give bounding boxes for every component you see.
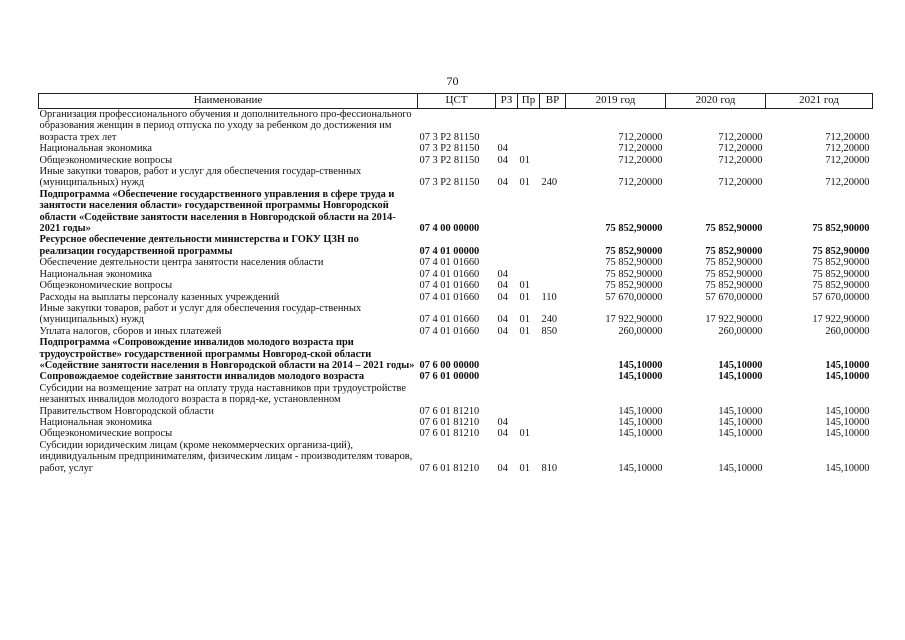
- table-header-row: [39, 94, 873, 109]
- cell-rz: [496, 383, 518, 417]
- cell-cst: 07 4 01 00000: [419, 245, 480, 257]
- cell-y2021: 75 852,90000: [812, 245, 870, 257]
- cell-name: Ресурсное обеспечение деятельности министерства и ГОКУ ЦЗН по реализации государственной программы: [39, 234, 359, 257]
- cell-y2021: 17 922,90000: [812, 314, 870, 326]
- cell-y2019: 75 852,90000: [605, 280, 663, 292]
- cell-y2020: 712,20000: [718, 177, 763, 189]
- cell-cst: 07 3 P2 81150: [419, 143, 480, 155]
- cell-pr: [518, 417, 540, 428]
- table-row: [39, 428, 873, 439]
- cell-rz: 04: [497, 280, 508, 292]
- cell-cst: 07 4 00 00000: [419, 223, 480, 235]
- cell-cst: 07 6 01 81210: [419, 405, 480, 417]
- budget-table: [38, 93, 873, 474]
- table-row: [39, 417, 873, 428]
- table-row: [39, 189, 873, 235]
- cell-name: Расходы на выплаты персоналу казенных учреждений: [39, 291, 280, 303]
- cell-name: Иные закупки товаров, работ и услуг для обеспечения государ-ственных (муниципальных) нужд: [39, 302, 362, 326]
- cell-rz: [496, 257, 518, 268]
- cell-y2021: 712,20000: [825, 177, 870, 189]
- cell-cst: 07 4 01 01660: [419, 314, 480, 326]
- table-row: [39, 326, 873, 337]
- cell-y2020: 712,20000: [718, 154, 763, 166]
- cell-rz: 04: [497, 325, 508, 337]
- cell-rz: [496, 189, 518, 235]
- cell-pr: 01: [519, 428, 530, 440]
- cell-name: Общеэкономические вопросы: [39, 428, 173, 440]
- cell-vr: 240: [541, 177, 558, 189]
- cell-pr: [518, 109, 540, 144]
- cell-y2021: 57 670,00000: [812, 291, 870, 303]
- cell-y2019: 712,20000: [618, 131, 663, 143]
- cell-y2020: 145,10000: [718, 428, 763, 440]
- cell-rz: 04: [497, 291, 508, 303]
- cell-name: Подпрограмма «Сопровождение инвалидов молодого возраста при трудоустройстве» государственной программы Новгород-ской области «Содействие занятости населения в Новгородской области на 2014 – 2021 годы»: [39, 337, 415, 371]
- cell-vr: [540, 155, 566, 166]
- cell-y2019: 57 670,00000: [605, 291, 663, 303]
- cell-y2020: 75 852,90000: [705, 223, 763, 235]
- cell-y2020: 75 852,90000: [705, 280, 763, 292]
- cell-name: Общеэкономические вопросы: [39, 154, 173, 166]
- cell-y2020: 17 922,90000: [705, 314, 763, 326]
- cell-y2019: 17 922,90000: [605, 314, 663, 326]
- cell-rz: [496, 109, 518, 144]
- cell-vr: [540, 383, 566, 417]
- cell-vr: [540, 337, 566, 371]
- cell-y2021: 145,10000: [825, 405, 870, 417]
- cell-y2020: 145,10000: [718, 416, 763, 428]
- cell-name: Подпрограмма «Обеспечение государственного управления в сфере труда и занятости населения области» государственной программы Новгородской области «Содействие занятости населения в Новгородской области на 2014-2021 годы»: [39, 188, 396, 235]
- cell-vr: 810: [541, 462, 558, 474]
- cell-y2020: 145,10000: [718, 371, 763, 383]
- table-row: [39, 155, 873, 166]
- cell-cst: 07 4 01 01660: [419, 291, 480, 303]
- table-row: [39, 166, 873, 189]
- cell-name: Обеспечение деятельности центра занятости населения области: [39, 257, 324, 269]
- cell-name: Иные закупки товаров, работ и услуг для обеспечения государ-ственных (муниципальных) нужд: [39, 166, 362, 189]
- cell-y2021: 712,20000: [825, 154, 870, 166]
- cell-pr: [518, 257, 540, 268]
- cell-y2021: 145,10000: [825, 416, 870, 428]
- cell-y2021: 75 852,90000: [812, 257, 870, 269]
- cell-vr: [540, 280, 566, 291]
- cell-vr: [540, 143, 566, 154]
- header-pr: Пр: [518, 94, 540, 109]
- cell-y2019: 712,20000: [618, 143, 663, 155]
- cell-y2020: 57 670,00000: [705, 291, 763, 303]
- cell-name: Национальная экономика: [39, 143, 153, 155]
- cell-pr: [518, 383, 540, 417]
- cell-cst: 07 3 P2 81150: [419, 131, 480, 143]
- cell-cst: 07 4 01 01660: [419, 325, 480, 337]
- table-row: [39, 383, 873, 417]
- cell-y2020: 260,00000: [718, 325, 763, 337]
- cell-y2021: 145,10000: [825, 428, 870, 440]
- cell-y2021: 260,00000: [825, 325, 870, 337]
- table-row: [39, 337, 873, 371]
- cell-rz: 04: [497, 154, 508, 166]
- cell-y2019: 712,20000: [618, 154, 663, 166]
- cell-name: Организация профессионального обучения и дополнительного про-фессионального образования женщин в период отпуска по уходу за ребенком до достижения им возраста трех лет: [39, 109, 412, 143]
- page-number: 70: [446, 74, 459, 88]
- cell-vr: 240: [541, 314, 558, 326]
- cell-name: Национальная экономика: [39, 268, 153, 280]
- cell-vr: 850: [541, 325, 558, 337]
- table-row: [39, 303, 873, 326]
- cell-rz: 04: [497, 143, 508, 155]
- cell-y2019: 75 852,90000: [605, 223, 663, 235]
- cell-vr: [540, 109, 566, 144]
- cell-pr: 01: [519, 291, 530, 303]
- cell-y2021: 75 852,90000: [812, 268, 870, 280]
- cell-y2020: 712,20000: [718, 131, 763, 143]
- cell-vr: 110: [541, 291, 557, 303]
- cell-rz: 04: [497, 314, 508, 326]
- cell-cst: 07 4 01 01660: [419, 280, 480, 292]
- cell-y2019: 712,20000: [618, 177, 663, 189]
- cell-pr: 01: [519, 314, 530, 326]
- cell-vr: [540, 234, 566, 257]
- cell-vr: [540, 269, 566, 280]
- cell-rz: 04: [497, 268, 508, 280]
- cell-vr: [540, 189, 566, 235]
- cell-y2019: 145,10000: [618, 462, 663, 474]
- cell-y2019: 75 852,90000: [605, 268, 663, 280]
- cell-pr: [518, 269, 540, 280]
- cell-y2019: 145,10000: [618, 405, 663, 417]
- cell-cst: 07 6 01 81210: [419, 462, 480, 474]
- cell-y2019: 145,10000: [618, 428, 663, 440]
- table-row: [39, 143, 873, 154]
- cell-y2020: 145,10000: [718, 405, 763, 417]
- cell-pr: [518, 371, 540, 382]
- cell-y2020: 75 852,90000: [705, 268, 763, 280]
- cell-cst: 07 6 01 00000: [419, 371, 480, 383]
- cell-y2019: 145,10000: [618, 416, 663, 428]
- cell-cst: 07 4 01 01660: [419, 268, 480, 280]
- cell-vr: [540, 257, 566, 268]
- cell-y2019: 75 852,90000: [605, 257, 663, 269]
- cell-name: Национальная экономика: [39, 416, 153, 428]
- cell-y2020: 75 852,90000: [705, 245, 763, 257]
- cell-y2020: 145,10000: [718, 359, 763, 371]
- cell-rz: 04: [497, 462, 508, 474]
- cell-y2021: 145,10000: [825, 371, 870, 383]
- cell-rz: 04: [497, 177, 508, 189]
- header-2019: 2019 год: [566, 94, 666, 109]
- table-row: [39, 269, 873, 280]
- cell-pr: [518, 189, 540, 235]
- header-rz: РЗ: [496, 94, 518, 109]
- cell-y2019: 260,00000: [618, 325, 663, 337]
- cell-y2019: 145,10000: [618, 371, 663, 383]
- header-cst: ЦСТ: [418, 94, 496, 109]
- cell-cst: 07 6 01 81210: [419, 428, 480, 440]
- cell-rz: [496, 234, 518, 257]
- cell-vr: [540, 428, 566, 439]
- header-name: Наименование: [39, 94, 418, 109]
- table-row: [39, 292, 873, 303]
- cell-pr: 01: [519, 177, 530, 189]
- cell-vr: [540, 417, 566, 428]
- table-row: [39, 371, 873, 382]
- cell-vr: [540, 371, 566, 382]
- cell-y2019: 75 852,90000: [605, 245, 663, 257]
- table-row: [39, 440, 873, 474]
- cell-y2021: 145,10000: [825, 462, 870, 474]
- cell-pr: 01: [519, 154, 530, 166]
- header-2021: 2021 год: [766, 94, 873, 109]
- cell-y2021: 75 852,90000: [812, 223, 870, 235]
- cell-y2020: 145,10000: [718, 462, 763, 474]
- table-row: [39, 280, 873, 291]
- cell-name: Общеэкономические вопросы: [39, 280, 173, 292]
- cell-y2021: 75 852,90000: [812, 280, 870, 292]
- table-body: [39, 109, 873, 475]
- cell-cst: 07 3 P2 81150: [419, 154, 480, 166]
- cell-y2019: 145,10000: [618, 359, 663, 371]
- table-row: [39, 109, 873, 144]
- cell-cst: 07 6 01 81210: [419, 416, 480, 428]
- header-vr: ВР: [540, 94, 566, 109]
- cell-pr: [518, 337, 540, 371]
- cell-name: Сопровождаемое содействие занятости инвалидов молодого возраста: [39, 371, 365, 383]
- cell-pr: 01: [519, 462, 530, 474]
- cell-cst: 07 4 01 01660: [419, 257, 480, 269]
- cell-y2021: 712,20000: [825, 143, 870, 155]
- table-row: [39, 257, 873, 268]
- cell-cst: 07 6 00 00000: [419, 359, 480, 371]
- cell-pr: 01: [519, 280, 530, 292]
- cell-name: Уплата налогов, сборов и иных платежей: [39, 325, 222, 337]
- cell-pr: [518, 234, 540, 257]
- cell-y2020: 712,20000: [718, 143, 763, 155]
- cell-pr: [518, 143, 540, 154]
- cell-y2020: 75 852,90000: [705, 257, 763, 269]
- cell-rz: 04: [497, 428, 508, 440]
- table-row: [39, 234, 873, 257]
- cell-rz: [496, 337, 518, 371]
- header-2020: 2020 год: [666, 94, 766, 109]
- cell-y2021: 712,20000: [825, 131, 870, 143]
- cell-name: Субсидии на возмещение затрат на оплату труда наставников при трудоустройстве незанятых инвалидов молодого возраста в поряд-ке, установленном Правительством Новгородской области: [39, 382, 406, 417]
- cell-pr: 01: [519, 325, 530, 337]
- cell-cst: 07 3 P2 81150: [419, 177, 480, 189]
- cell-name: Субсидии юридическим лицам (кроме некоммерческих организа-ций), индивидуальным предпринимателям, физическим лицам - производителям товаров, работ, услуг: [39, 439, 413, 474]
- cell-rz: 04: [497, 416, 508, 428]
- cell-y2021: 145,10000: [825, 359, 870, 371]
- cell-rz: [496, 371, 518, 382]
